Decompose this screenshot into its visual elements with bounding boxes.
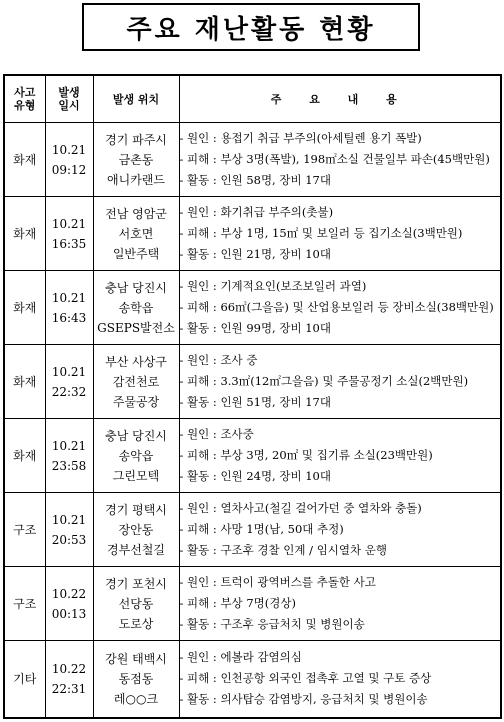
- detail-line: - 활동 : 인원 58명, 장비 17대: [179, 173, 331, 187]
- detail-line: - 활동 : 구조후 응급처치 및 병원이송: [179, 617, 365, 631]
- incident-time: 16:43: [51, 310, 87, 325]
- detail-line: - 피해 : 인천공항 외국인 접촉후 고열 및 구토 증상: [179, 671, 432, 686]
- location-line: 경기 평택시: [105, 502, 167, 517]
- location-line: 동점동: [118, 671, 154, 686]
- detail-line: - 피해 : 사망 1명(남, 50대 추정): [179, 522, 344, 536]
- location-line: 그린모텍: [112, 468, 160, 483]
- incident-date: 10.21: [51, 364, 87, 379]
- detail-line: - 활동 : 인원 21명, 장비 10대: [179, 247, 331, 261]
- incident-location: [93, 567, 179, 641]
- table-header-row: [4, 75, 501, 123]
- incident-time: 23:58: [51, 458, 87, 473]
- incident-location: [93, 197, 179, 271]
- header-detail: 주 요 내 용: [179, 75, 501, 123]
- table-row: [4, 419, 501, 493]
- location-line: 경기 포천시: [105, 576, 167, 591]
- incident-location: [93, 641, 179, 718]
- location-line: 전남 영암군: [105, 206, 167, 221]
- detail-line: - 원인 : 용접기 취급 부주의(아세틸렌 용기 폭발): [179, 131, 422, 145]
- location-line: 금촌동: [118, 152, 154, 167]
- location-line: 레○○크: [113, 691, 159, 706]
- detail-line: - 활동 : 구조후 경찰 인계 / 임시열차 운행: [179, 543, 388, 557]
- incident-type: 기타: [4, 641, 45, 718]
- detail-line: - 원인 : 트럭이 광역버스를 추돌한 사고: [179, 575, 376, 589]
- incident-details: [179, 419, 501, 493]
- detail-line: - 활동 : 의사탑승 감염방지, 응급처치 및 병원이송: [179, 692, 428, 707]
- incident-location: [93, 345, 179, 419]
- incident-date: 10.22: [51, 661, 87, 676]
- location-line: 강원 태백시: [105, 651, 167, 666]
- incident-details: [179, 493, 501, 567]
- incident-date: 10.22: [51, 586, 87, 601]
- location-line: 부산 사상구: [105, 354, 167, 369]
- location-line: 일반주택: [112, 246, 160, 261]
- incident-details: [179, 123, 501, 197]
- incident-details: [179, 345, 501, 419]
- incident-time: 00:13: [51, 606, 87, 621]
- table-row: [4, 271, 501, 345]
- incident-details: [179, 567, 501, 641]
- incident-details: [179, 271, 501, 345]
- detail-line: - 활동 : 인원 99명, 장비 10대: [179, 321, 331, 335]
- detail-line: - 피해 : 부상 7명(경상): [179, 596, 296, 610]
- detail-line: - 피해 : 66㎡(그을음) 및 산업용보일러 등 장비소실(38백만원): [179, 300, 494, 314]
- detail-line: - 피해 : 3.3㎡(12㎡그을음) 및 주물공정기 소실(2백만원): [179, 374, 469, 388]
- incident-datetime: [45, 641, 93, 718]
- incident-date: 10.21: [51, 438, 87, 453]
- incident-datetime: [45, 493, 93, 567]
- incident-datetime: [45, 197, 93, 271]
- incident-type: 구조: [4, 567, 45, 641]
- incident-datetime: [45, 123, 93, 197]
- header-type: 사고 유형: [4, 75, 45, 123]
- incident-datetime: [45, 567, 93, 641]
- incident-datetime: [45, 271, 93, 345]
- detail-line: - 원인 : 기계적요인(보조보일러 과열): [179, 279, 367, 293]
- location-line: 경기 파주시: [105, 132, 167, 147]
- incident-type: 구조: [4, 493, 45, 567]
- location-line: 송학읍: [118, 300, 154, 315]
- location-line: 충남 당진시: [105, 428, 167, 443]
- location-line: 서호면: [118, 226, 154, 241]
- detail-line: - 피해 : 부상 1명, 15㎡ 및 보일러 등 집기소실(3백만원): [179, 226, 463, 240]
- incident-location: [93, 123, 179, 197]
- location-line: 충남 당진시: [105, 280, 167, 295]
- incident-type: 화재: [4, 345, 45, 419]
- table-row: [4, 641, 501, 718]
- incident-date: 10.21: [51, 142, 87, 157]
- incident-time: 22:31: [51, 681, 87, 696]
- incident-time: 09:12: [51, 162, 87, 177]
- detail-line: - 활동 : 인원 24명, 장비 10대: [179, 469, 331, 483]
- incident-datetime: [45, 419, 93, 493]
- location-line: 감전천로: [112, 374, 160, 389]
- incident-details: [179, 197, 501, 271]
- table-row: [4, 493, 501, 567]
- incident-date: 10.21: [51, 290, 87, 305]
- location-line: GSEPS발전소: [97, 320, 175, 335]
- detail-line: - 피해 : 부상 3명(폭발), 198㎡소실 건물일부 파손(45백만원): [179, 152, 490, 166]
- incident-type: 화재: [4, 271, 45, 345]
- detail-line: - 원인 : 화기취급 부주의(촛불): [179, 205, 334, 219]
- detail-line: - 원인 : 에볼라 감염의심: [179, 650, 302, 665]
- incident-date: 10.21: [51, 512, 87, 527]
- location-line: 선당동: [118, 596, 154, 611]
- incident-location: [93, 493, 179, 567]
- incident-details: [179, 641, 501, 718]
- location-line: 경부선철길: [107, 542, 165, 557]
- incident-time: 22:32: [51, 384, 87, 399]
- detail-line: - 원인 : 조사중: [179, 427, 254, 441]
- table-row: [4, 345, 501, 419]
- page-title: 주요 재난활동 현황: [82, 3, 420, 51]
- incident-location: [93, 419, 179, 493]
- incident-location: [93, 271, 179, 345]
- location-line: 애니카랜드: [107, 172, 165, 187]
- detail-line: - 원인 : 열차사고(철길 걸어가던 중 열차와 충돌): [179, 501, 422, 515]
- incident-time: 16:35: [51, 236, 87, 251]
- detail-line: - 피해 : 부상 3명, 20㎡ 및 집기류 소실(23백만원): [179, 448, 433, 462]
- detail-line: - 원인 : 조사 중: [179, 353, 258, 367]
- location-line: 주물공장: [112, 394, 160, 409]
- incident-type: 화재: [4, 197, 45, 271]
- table-row: [4, 567, 501, 641]
- incident-time: 20:53: [51, 532, 87, 547]
- incident-date: 10.21: [51, 216, 87, 231]
- disaster-table: [3, 74, 502, 719]
- header-location: 발생 위치: [93, 75, 179, 123]
- location-line: 장안동: [118, 522, 154, 537]
- header-time: 발생 일시: [45, 75, 93, 123]
- location-line: 송악읍: [118, 448, 154, 463]
- location-line: 도로상: [118, 616, 154, 631]
- incident-type: 화재: [4, 419, 45, 493]
- incident-type: 화재: [4, 123, 45, 197]
- detail-line: - 활동 : 인원 51명, 장비 17대: [179, 395, 331, 409]
- table-row: [4, 123, 501, 197]
- table-row: [4, 197, 501, 271]
- incident-datetime: [45, 345, 93, 419]
